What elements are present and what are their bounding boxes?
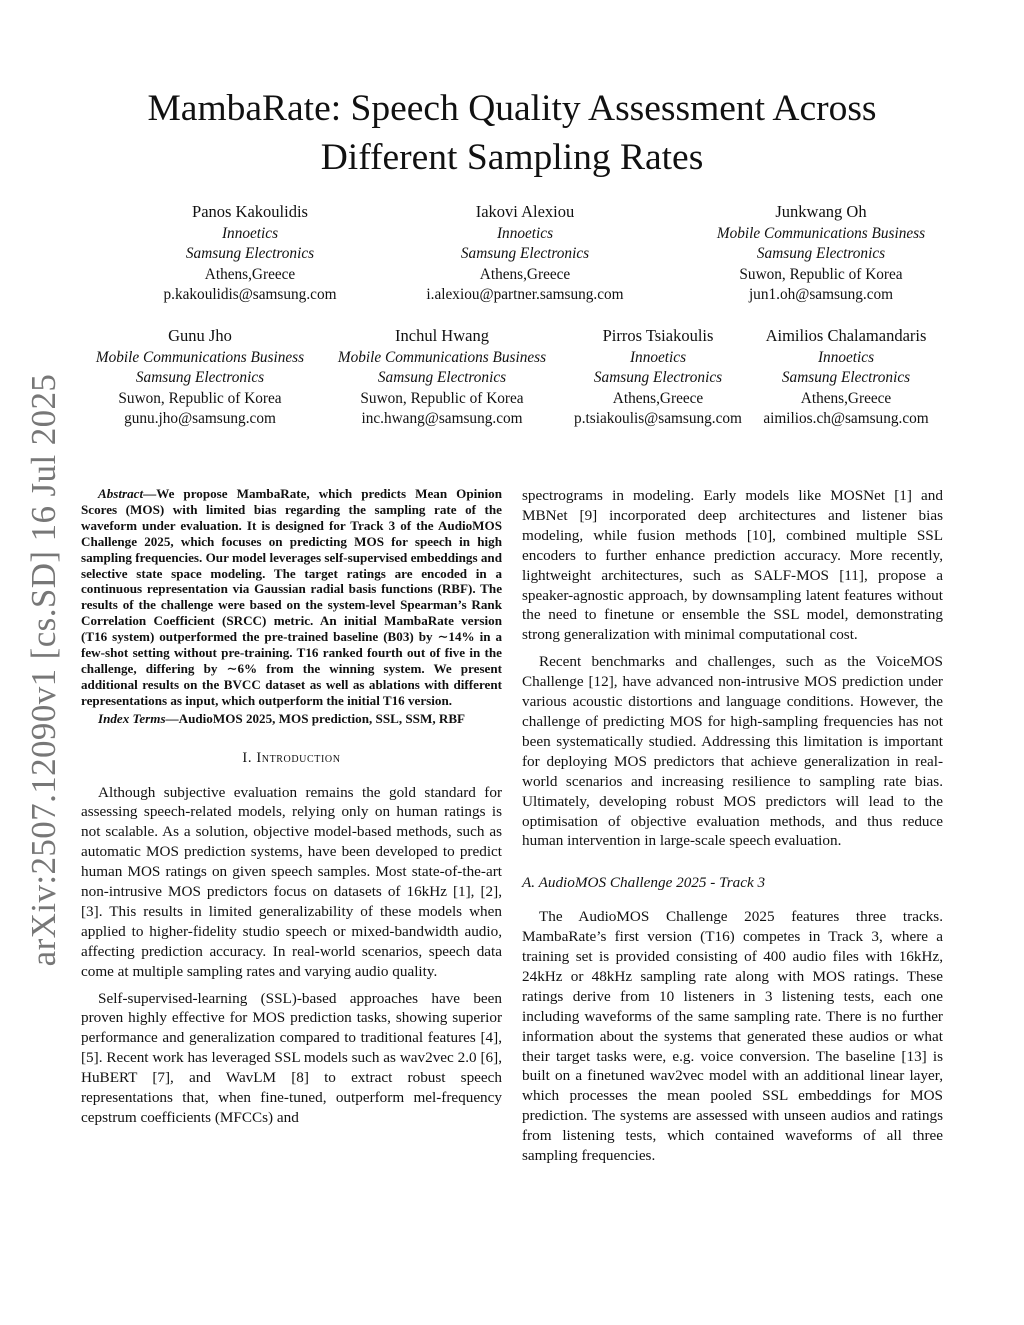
author-dept: Innoetics (496, 224, 554, 242)
author-name: Gunu Jho (168, 326, 232, 345)
author-dept: Mobile Communications Business (95, 348, 305, 366)
paragraph: The AudioMOS Challenge 2025 features three tracks. MambaRate’s first version (T16) competes in Track 3, where a training set is provided consisting of 400 audio files with 16kHz, 24kHz or 48kHz sampling rate along with MOS ratings. These ratings derive from 10 listeners in 3 listening tests, each one including waveforms of the same sampling rate. There is no further information about the systems that generated these audios or what their target tasks were, e.g. voice conversion. The baseline [13] is built on a finetuned wav2vec model with an additional linear layer, which processes the mean pooled SSL embeddings for MOS prediction. The systems are assessed with unseen audios and ratings from listening tests, which contained waveforms of all three sampling frequencies. (522, 908, 943, 1165)
author-org: Samsung Electronics (593, 369, 723, 387)
author-email: i.alexiou@partner.samsung.com (426, 286, 624, 304)
author-location: Suwon, Republic of Korea (739, 265, 903, 283)
author-location: Athens,Greece (612, 389, 704, 407)
paper-title (80, 84, 944, 182)
author-org: Samsung Electronics (781, 369, 911, 387)
author-org: Samsung Electronics (756, 245, 886, 263)
author-block (322, 326, 562, 430)
author-dept: Innoetics (629, 348, 687, 366)
arxiv-sidebar (14, 373, 74, 967)
paragraph: Recent benchmarks and challenges, such as the VoiceMOS Challenge [12], have advanced non-intrusive MOS prediction under various acoustic distortions and language conditions. However, the challenge of predicting MOS for high-sampling frequencies has not been systematically studied. Addressing this limitation is important for deploying MOS predictors that achieve generalization in real-world scenarios and increasing resilience to sampling rate bias. Ultimately, developing robust MOS predictors will lead to the optimisation of objective evaluation methods, and thus reduce human intervention in large-scale speech evaluation. (522, 653, 943, 850)
author-email: jun1.oh@samsung.com (748, 286, 894, 304)
left-column (81, 486, 502, 1128)
author-block (752, 326, 940, 430)
paragraph: Self-supervised-learning (SSL)-based approaches have been proven highly effective for MOS prediction tasks, showing superior performance and generalization compared to traditional features [4], [5]. Recent work has leveraged SSL models such as wav2vec 2.0 [6], HuBERT [7], and WavLM [8] to extract robust speech representations that, when fine-tuned, outperform mel-frequency cepstrum coefficients (MFCCs) and (81, 989, 502, 1126)
abstract (81, 486, 502, 709)
author-dept: Innoetics (817, 348, 875, 366)
author-location: Athens,Greece (800, 389, 892, 407)
paragraph-continued: spectrograms in modeling. Early models like MOSNet [1] and MBNet [9] incorporated deep architectures and listener bias modeling, while fusion methods [10], combined multiple SSL encoders to further enhance prediction accuracy. More recently, lightweight architectures, such as SALF-MOS [11], propose a speaker-agnostic approach, by downsampling latent features without the need to finetune or ensemble the SSL model, demonstrating strong generalization with minimal computational cost. (522, 487, 943, 644)
arxiv-identifier: arXiv:2507.12090v1 [cs.SD] 16 Jul 2025 (24, 373, 63, 967)
section-heading (81, 749, 502, 769)
author-org: Samsung Electronics (460, 245, 590, 263)
author-location: Suwon, Republic of Korea (118, 389, 282, 407)
author-org: Samsung Electronics (185, 245, 315, 263)
paragraph: Although subjective evaluation remains the gold standard for assessing speech-related models, relying only on human ratings is not scalable. As a solution, objective model-based methods, such as automatic MOS prediction systems, have been developed to predict human MOS ratings on given speech samples. Most state-of-the-art non-intrusive MOS predictors focus on datasets of 16kHz [1], [2], [3]. This results in limited generalizability of these models when applied to higher-fidelity studio speech or mixed-bandwidth audio, affecting prediction accuracy. In real-world scenarios, speech data come at multiple sampling rates and varying audio quality. (81, 783, 502, 980)
author-dept: Innoetics (221, 224, 279, 242)
author-name: Junkwang Oh (775, 202, 867, 221)
author-email: aimilios.ch@samsung.com (763, 410, 929, 428)
author-name: Aimilios Chalamandaris (765, 326, 927, 345)
subsection-heading: A. AudioMOS Challenge 2025 - Track 3 (522, 874, 766, 892)
author-email: gunu.jho@samsung.com (124, 410, 276, 428)
author-block (80, 326, 320, 430)
author-location: Suwon, Republic of Korea (360, 389, 524, 407)
abstract-label: Abstract (98, 486, 144, 501)
title-line-1: MambaRate: Speech Quality Assessment Across (147, 88, 877, 129)
section-title: Introduction (256, 749, 341, 766)
author-name: Pirros Tsiakoulis (602, 326, 714, 345)
author-name: Iakovi Alexiou (475, 202, 575, 221)
author-dept: Mobile Communications Business (716, 224, 926, 242)
right-column (522, 486, 943, 1166)
author-email: p.tsiakoulis@samsung.com (574, 410, 742, 428)
index-terms-label: Index Terms (98, 710, 166, 726)
author-org: Samsung Electronics (377, 369, 507, 387)
author-block (405, 202, 645, 306)
author-email: inc.hwang@samsung.com (361, 410, 523, 428)
author-block (565, 326, 751, 430)
section-numeral: I. (242, 749, 253, 766)
abstract-text: —We propose MambaRate, which predicts Mean Opinion Scores (MOS) with limited bias regarding the sampling rate of the waveform under evaluation. It is designed for Track 3 of the AudioMOS Challenge 2025, which focuses on predicting MOS for speech in high sampling frequencies. Our model leverages self-supervised embeddings and selective state space modeling. The target ratings are encoded in a continuous representation via Gaussian radial basis functions (RBF). The results of the challenge were based on the system-level Spearman’s Rank Correlation Coefficient (SRCC) metric. An initial MambaRate version (T16 system) outperformed the pre-trained baseline (B03) by ∼14% in a few-shot setting without pre-training. T16 ranked fourth out of five in the challenge, differing by ∼6% from the winning system. We present additional results on the BVCC dataset as well as ablations with different representations as input, which outperform the initial T16 version. (81, 486, 502, 708)
author-block (130, 202, 370, 306)
author-name: Inchul Hwang (395, 326, 489, 345)
author-block (700, 202, 942, 306)
author-name: Panos Kakoulidis (192, 202, 308, 221)
author-email: p.kakoulidis@samsung.com (163, 286, 337, 304)
author-org: Samsung Electronics (135, 369, 265, 387)
author-location: Athens,Greece (479, 265, 571, 283)
author-dept: Mobile Communications Business (337, 348, 547, 366)
index-terms (81, 711, 502, 727)
title-line-2: Different Sampling Rates (320, 137, 704, 178)
author-location: Athens,Greece (204, 265, 296, 283)
index-terms-text: —AudioMOS 2025, MOS prediction, SSL, SSM, RBF (165, 710, 466, 726)
